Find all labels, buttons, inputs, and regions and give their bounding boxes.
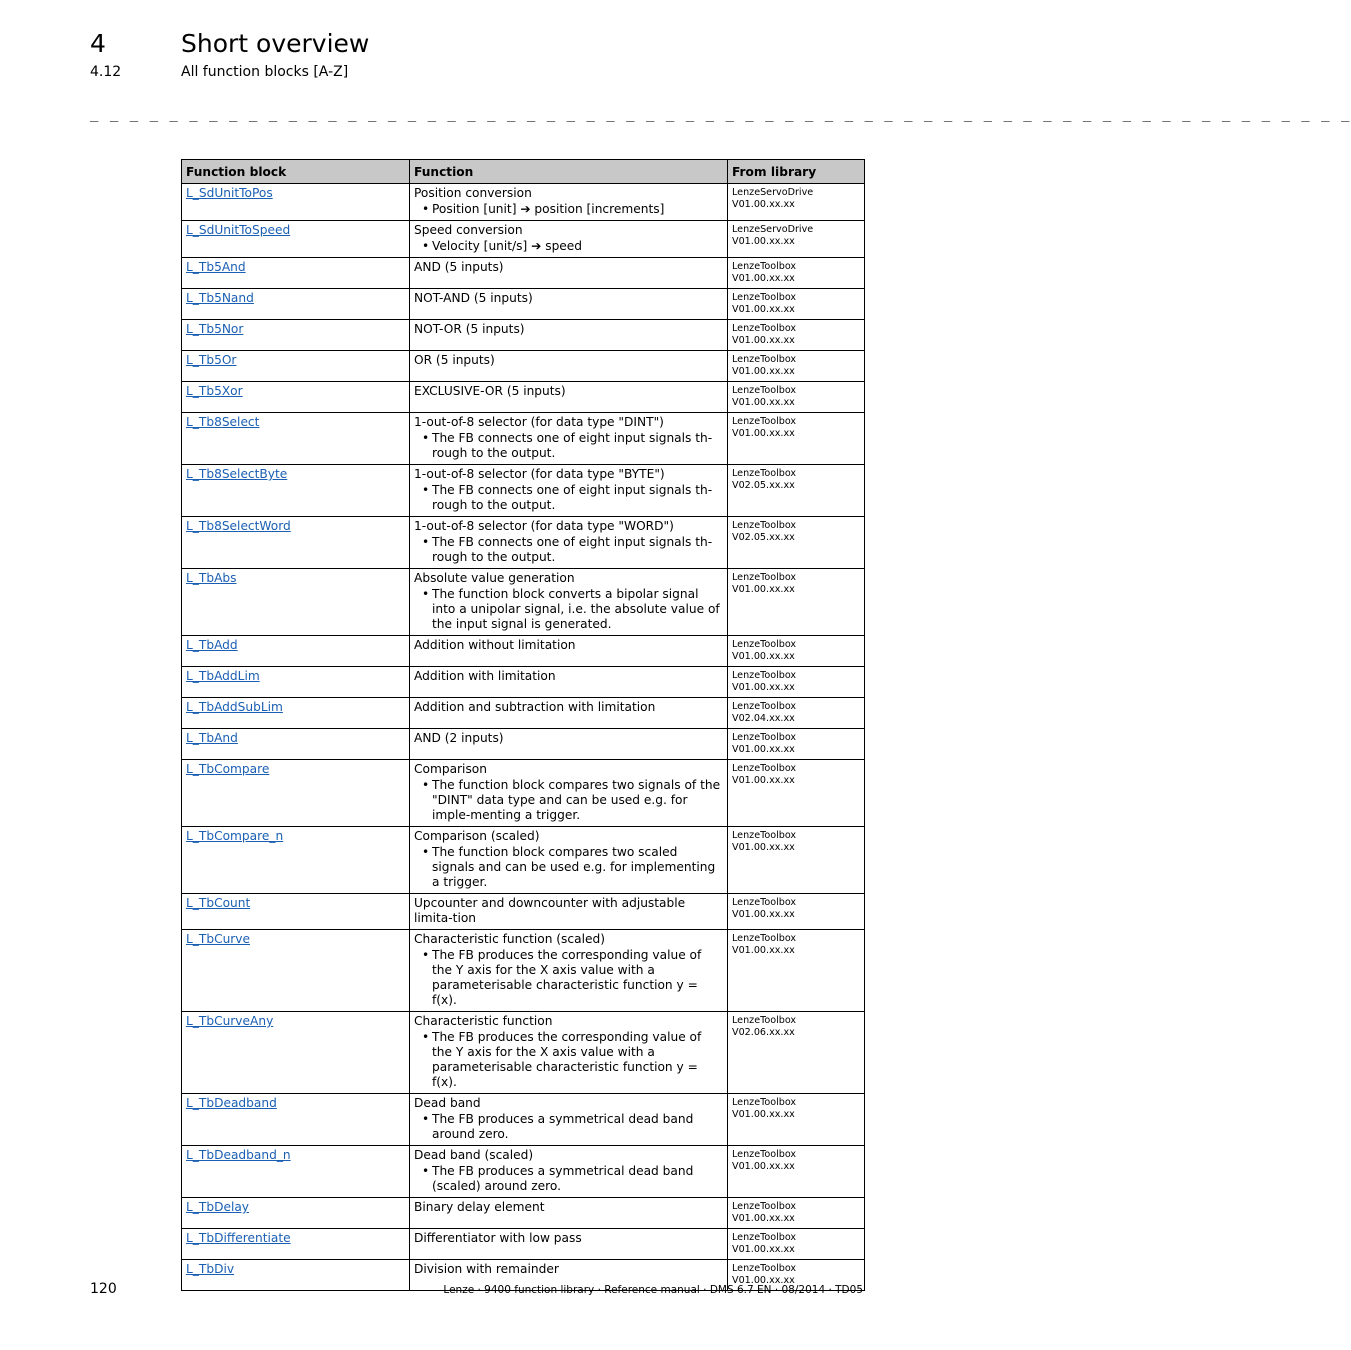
- library-cell: [728, 320, 865, 351]
- function-block-cell: [182, 760, 410, 827]
- function-details-list: [414, 535, 723, 565]
- function-block-cell: [182, 827, 410, 894]
- function-block-cell: [182, 184, 410, 221]
- function-block-cell: [182, 1012, 410, 1094]
- function-detail-item: • The FB produces the corresponding value of the Y axis for the X axis value with a parameterisable characteristic function y = f(x).: [432, 1030, 723, 1090]
- function-detail-item: • Position [unit] ➔ position [increments]: [432, 202, 723, 217]
- function-details-list: [414, 1112, 723, 1142]
- function-details-list: [414, 587, 723, 632]
- header-separator: _ _ _ _ _ _ _ _ _ _ _ _ _ _ _ _ _ _ _ _ _ _ _ _ _ _ _ _ _ _ _ _ _ _ _ _ _ _ _ _ _ _ _ _ _ _ _ _ _ _ _ _ _ _ _ _ _ _ _ _ _ _ _ _: [90, 106, 1351, 122]
- library-version: LenzeToolbox V02.06.xx.xx: [732, 1015, 797, 1038]
- function-details-list: [414, 202, 723, 217]
- library-cell: [728, 221, 865, 258]
- library-version: LenzeToolbox V01.00.xx.xx: [732, 354, 797, 377]
- function-cell: [410, 351, 728, 382]
- function-block-cell: [182, 1229, 410, 1260]
- library-cell: [728, 729, 865, 760]
- function-description: Absolute value generation: [414, 571, 575, 585]
- function-cell: [410, 894, 728, 930]
- function-detail-item: • The FB produces a symmetrical dead band (scaled) around zero.: [432, 1164, 723, 1194]
- function-cell: [410, 184, 728, 221]
- function-detail-item: • The function block compares two scaled signals and can be used e.g. for implementing a trigger.: [432, 845, 723, 890]
- table-row: [182, 930, 865, 1012]
- library-version: LenzeToolbox V01.00.xx.xx: [732, 261, 797, 284]
- function-cell: [410, 569, 728, 636]
- function-description: AND (5 inputs): [414, 260, 504, 274]
- function-description: AND (2 inputs): [414, 731, 504, 745]
- function-block-link[interactable]: L_Tb8SelectWord: [186, 519, 291, 533]
- function-block-cell: [182, 289, 410, 320]
- library-cell: [728, 930, 865, 1012]
- function-block-cell: [182, 569, 410, 636]
- library-cell: [728, 289, 865, 320]
- function-block-cell: [182, 320, 410, 351]
- function-detail-item: • The FB connects one of eight input signals th-rough to the output.: [432, 483, 723, 513]
- function-block-cell: [182, 351, 410, 382]
- function-description: Upcounter and downcounter with adjustable limita-tion: [414, 896, 686, 925]
- library-cell: [728, 760, 865, 827]
- function-cell: [410, 930, 728, 1012]
- library-version: LenzeToolbox V01.00.xx.xx: [732, 1263, 797, 1286]
- function-cell: [410, 698, 728, 729]
- function-cell: [410, 465, 728, 517]
- library-version: LenzeToolbox V01.00.xx.xx: [732, 292, 797, 315]
- function-block-link[interactable]: L_TbCurveAny: [186, 1014, 274, 1028]
- library-cell: [728, 1229, 865, 1260]
- function-block-link[interactable]: L_Tb5And: [186, 260, 246, 274]
- library-version: LenzeToolbox V02.05.xx.xx: [732, 520, 797, 543]
- function-description: Position conversion: [414, 186, 532, 200]
- function-block-cell: [182, 636, 410, 667]
- table-row: [182, 258, 865, 289]
- function-details-list: [414, 1030, 723, 1090]
- function-block-cell: [182, 1094, 410, 1146]
- function-description: 1-out-of-8 selector (for data type "BYTE"): [414, 467, 665, 481]
- function-detail-item: • The FB produces the corresponding value of the Y axis for the X axis value with a parameterisable characteristic function y = f(x).: [432, 948, 723, 1008]
- function-description: Comparison: [414, 762, 487, 776]
- table-header-row: [182, 160, 865, 184]
- function-description: 1-out-of-8 selector (for data type "DINT"): [414, 415, 664, 429]
- table-row: [182, 667, 865, 698]
- table-row: [182, 636, 865, 667]
- function-block-link[interactable]: L_TbCurve: [186, 932, 251, 946]
- library-version: LenzeToolbox V01.00.xx.xx: [732, 323, 797, 346]
- library-version: LenzeToolbox V01.00.xx.xx: [732, 416, 797, 439]
- function-detail-item: • The function block converts a bipolar signal into a unipolar signal, i.e. the absolute value of the input signal is generated.: [432, 587, 723, 632]
- library-cell: [728, 382, 865, 413]
- function-details-list: [414, 483, 723, 513]
- table-row: [182, 351, 865, 382]
- function-cell: [410, 413, 728, 465]
- library-cell: [728, 413, 865, 465]
- function-cell: [410, 221, 728, 258]
- library-cell: [728, 1012, 865, 1094]
- function-block-link[interactable]: L_TbDifferentiate: [186, 1231, 291, 1245]
- chapter-title: Short overview: [181, 29, 370, 58]
- function-details-list: [414, 948, 723, 1008]
- function-cell: [410, 1198, 728, 1229]
- function-detail-item: • The FB connects one of eight input signals th-rough to the output.: [432, 431, 723, 461]
- function-block-link[interactable]: L_TbDelay: [186, 1200, 250, 1214]
- function-block-cell: [182, 1146, 410, 1198]
- function-detail-item: • The function block compares two signals of the "DINT" data type and can be used e.g. for imple-menting a trigger.: [432, 778, 723, 823]
- function-cell: [410, 1146, 728, 1198]
- function-cell: [410, 729, 728, 760]
- function-cell: [410, 1012, 728, 1094]
- table-row: [182, 382, 865, 413]
- function-details-list: [414, 845, 723, 890]
- library-cell: [728, 1146, 865, 1198]
- library-version: LenzeToolbox V01.00.xx.xx: [732, 933, 797, 956]
- library-cell: [728, 184, 865, 221]
- table-row: [182, 894, 865, 930]
- function-cell: [410, 636, 728, 667]
- table-row: [182, 1094, 865, 1146]
- library-version: LenzeServoDrive V01.00.xx.xx: [732, 224, 814, 247]
- table-row: [182, 413, 865, 465]
- library-cell: [728, 569, 865, 636]
- table-row: [182, 289, 865, 320]
- function-description: NOT-AND (5 inputs): [414, 291, 533, 305]
- table-row: [182, 698, 865, 729]
- function-block-link[interactable]: L_Tb8SelectByte: [186, 467, 288, 481]
- function-detail-item: • The FB produces a symmetrical dead band around zero.: [432, 1112, 723, 1142]
- function-block-link[interactable]: L_TbDeadband_n: [186, 1148, 291, 1162]
- function-block-link[interactable]: L_Tb5Nor: [186, 322, 244, 336]
- table-row: [182, 827, 865, 894]
- chapter-number: 4: [90, 29, 106, 58]
- function-description: Comparison (scaled): [414, 829, 540, 843]
- library-version: LenzeToolbox V01.00.xx.xx: [732, 385, 797, 408]
- function-description: 1-out-of-8 selector (for data type "WORD"): [414, 519, 674, 533]
- library-version: LenzeToolbox V01.00.xx.xx: [732, 1232, 797, 1255]
- function-block-cell: [182, 930, 410, 1012]
- function-detail-item: • Velocity [unit/s] ➔ speed: [432, 239, 723, 254]
- function-cell: [410, 760, 728, 827]
- function-block-link[interactable]: L_Tb8Select: [186, 415, 260, 429]
- function-block-link[interactable]: L_TbAddLim: [186, 669, 260, 683]
- function-block-cell: [182, 698, 410, 729]
- function-description: Differentiator with low pass: [414, 1231, 582, 1245]
- library-cell: [728, 465, 865, 517]
- function-description: Division with remainder: [414, 1262, 559, 1276]
- function-description: Binary delay element: [414, 1200, 545, 1214]
- table-row: [182, 569, 865, 636]
- function-block-link[interactable]: L_TbAdd: [186, 638, 238, 652]
- function-description: Dead band (scaled): [414, 1148, 534, 1162]
- function-block-cell: [182, 382, 410, 413]
- column-header-function: Function: [410, 160, 728, 184]
- library-version: LenzeToolbox V01.00.xx.xx: [732, 572, 797, 595]
- function-cell: [410, 1094, 728, 1146]
- table-row: [182, 465, 865, 517]
- table-row: [182, 1012, 865, 1094]
- function-block-link[interactable]: L_SdUnitToSpeed: [186, 223, 291, 237]
- function-description: Dead band: [414, 1096, 481, 1110]
- function-block-link[interactable]: L_TbCompare_n: [186, 829, 284, 843]
- library-version: LenzeToolbox V01.00.xx.xx: [732, 1097, 797, 1120]
- function-block-table: [181, 159, 865, 1291]
- function-block-link[interactable]: L_TbAbs: [186, 571, 237, 585]
- function-description: Characteristic function: [414, 1014, 553, 1028]
- table-row: [182, 1146, 865, 1198]
- function-cell: [410, 517, 728, 569]
- section-title: All function blocks [A-Z]: [181, 64, 349, 80]
- function-block-cell: [182, 465, 410, 517]
- function-cell: [410, 667, 728, 698]
- function-details-list: [414, 431, 723, 461]
- function-block-link[interactable]: L_Tb5Or: [186, 353, 237, 367]
- table-row: [182, 517, 865, 569]
- table-row: [182, 184, 865, 221]
- section-number: 4.12: [90, 64, 122, 80]
- function-cell: [410, 289, 728, 320]
- library-version: LenzeToolbox V01.00.xx.xx: [732, 639, 797, 662]
- function-description: Addition without limitation: [414, 638, 576, 652]
- function-cell: [410, 382, 728, 413]
- function-block-cell: [182, 258, 410, 289]
- function-details-list: [414, 778, 723, 823]
- function-description: Addition with limitation: [414, 669, 556, 683]
- function-block-link[interactable]: L_SdUnitToPos: [186, 186, 273, 200]
- function-block-link[interactable]: L_Tb5Nand: [186, 291, 254, 305]
- table-row: [182, 221, 865, 258]
- function-block-cell: [182, 221, 410, 258]
- function-block-cell: [182, 517, 410, 569]
- library-version: LenzeToolbox V01.00.xx.xx: [732, 897, 797, 920]
- function-block-cell: [182, 729, 410, 760]
- library-cell: [728, 1094, 865, 1146]
- library-version: LenzeToolbox V01.00.xx.xx: [732, 1149, 797, 1172]
- library-version: LenzeToolbox V02.05.xx.xx: [732, 468, 797, 491]
- library-cell: [728, 894, 865, 930]
- function-block-link[interactable]: L_TbAddSubLim: [186, 700, 283, 714]
- library-version: LenzeToolbox V01.00.xx.xx: [732, 830, 797, 853]
- function-cell: [410, 827, 728, 894]
- function-description: NOT-OR (5 inputs): [414, 322, 525, 336]
- function-block-cell: [182, 1198, 410, 1229]
- library-cell: [728, 667, 865, 698]
- library-cell: [728, 698, 865, 729]
- function-block-link[interactable]: L_TbCount: [186, 896, 251, 910]
- function-block-link[interactable]: L_TbCompare: [186, 762, 270, 776]
- function-block-cell: [182, 894, 410, 930]
- library-version: LenzeToolbox V01.00.xx.xx: [732, 763, 797, 786]
- library-cell: [728, 827, 865, 894]
- column-header-function-block: Function block: [182, 160, 410, 184]
- function-block-cell: [182, 667, 410, 698]
- library-cell: [728, 636, 865, 667]
- table-row: [182, 320, 865, 351]
- library-version: LenzeToolbox V02.04.xx.xx: [732, 701, 797, 724]
- function-detail-item: • The FB connects one of eight input signals th-rough to the output.: [432, 535, 723, 565]
- page-number: 120: [90, 1281, 117, 1297]
- function-description: Characteristic function (scaled): [414, 932, 605, 946]
- function-block-link[interactable]: L_Tb5Xor: [186, 384, 243, 398]
- table-row: [182, 1229, 865, 1260]
- library-version: LenzeToolbox V01.00.xx.xx: [732, 732, 797, 755]
- library-version: LenzeToolbox V01.00.xx.xx: [732, 1201, 797, 1224]
- function-block-link[interactable]: L_TbDeadband: [186, 1096, 277, 1110]
- library-version: LenzeToolbox V01.00.xx.xx: [732, 670, 797, 693]
- footer-text: Lenze · 9400 function library · Reference manual · DMS 6.7 EN · 08/2014 · TD05: [443, 1284, 863, 1296]
- function-cell: [410, 320, 728, 351]
- function-description: Speed conversion: [414, 223, 523, 237]
- function-block-cell: [182, 1260, 410, 1291]
- library-version: LenzeServoDrive V01.00.xx.xx: [732, 187, 814, 210]
- function-block-link[interactable]: L_TbDiv: [186, 1262, 235, 1276]
- table-row: [182, 729, 865, 760]
- table-row: [182, 1198, 865, 1229]
- function-block-link[interactable]: L_TbAnd: [186, 731, 238, 745]
- library-cell: [728, 351, 865, 382]
- column-header-library: From library: [728, 160, 865, 184]
- function-details-list: [414, 239, 723, 254]
- function-description: EXCLUSIVE-OR (5 inputs): [414, 384, 566, 398]
- table-body: [182, 184, 865, 1291]
- function-description: OR (5 inputs): [414, 353, 495, 367]
- function-cell: [410, 258, 728, 289]
- function-details-list: [414, 1164, 723, 1194]
- function-block-cell: [182, 413, 410, 465]
- library-cell: [728, 1198, 865, 1229]
- table-row: [182, 760, 865, 827]
- library-cell: [728, 258, 865, 289]
- function-cell: [410, 1229, 728, 1260]
- library-cell: [728, 517, 865, 569]
- function-description: Addition and subtraction with limitation: [414, 700, 656, 714]
